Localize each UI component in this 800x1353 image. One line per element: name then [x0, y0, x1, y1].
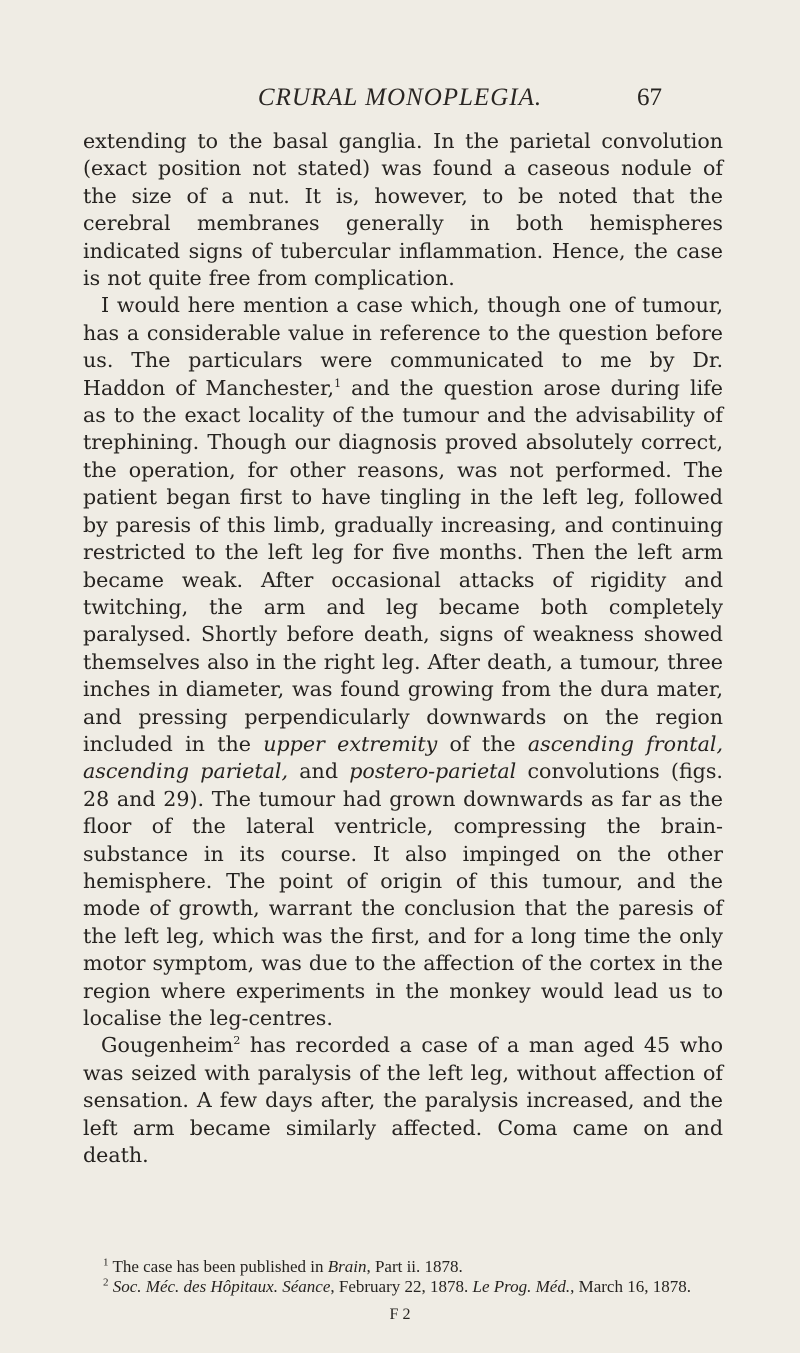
page-number: 67 [637, 84, 662, 111]
paragraph-2: I would here mention a case which, though one of tumour, has a considerable value in reference to the question before us. The particulars were communicated to me by Dr. Haddon of Manchester,$^1$ and the question arose during life as to the exact locality of the tumour and the advisability of trephining. Though our diagnosis proved absolutely correct, the operation, for other reasons, was not performed. The patient began first to have tingling in the left leg, followed by paresis of this limb, gradually increasing, and continuing restricted to the left leg for five months. Then the left arm became weak. After occasional attacks of rigidity and twitching, the arm and leg became both completely paralysed. Shortly before death, signs of weakness showed themselves also in the right leg. After death, a tumour, three inches in diameter, was found growing from the dura mater, and pressing perpendicularly downwards on the region included in the upper extremity of the ascending frontal, ascending parietal, and postero-parietal convolutions (figs. 28 and 29). The tumour had grown downwards as far as the floor of the lateral ventricle, compressing the brain-substance in its course. It also impinged on the other hemisphere. The point of origin of this tumour, and the mode of growth, warrant the conclusion that the paresis of the left leg, which was the first, and for a long time the only motor symptom, was due to the affection of the cortex in the region where experiments in the monkey would lead us to localise the leg-centres. [83, 293, 723, 1030]
running-head [0, 84, 800, 114]
body-text [83, 128, 723, 1169]
paragraph-1: extending to the basal ganglia. In the parietal convolution (exact position not stated) was found a caseous nodule of the size of a nut. It is, however, to be noted that the cerebral membranes generally in both hemispheres indicated signs of tubercular inflammation. Hence, the case is not quite free from complication. [83, 129, 723, 291]
footnote-1: $^1$ The case has been published in Brain, Part ii. 1878. [103, 1256, 463, 1276]
running-head-title: CRURAL MONOPLEGIA. [257, 84, 543, 111]
paragraph-3: Gougenheim$^2$ has recorded a case of a man aged 45 who was seized with paralysis of the left leg, without affection of sensation. A few days after, the paralysis increased, and the left arm became similarly affected. Coma came on and death. [83, 1033, 723, 1168]
signature-mark: F 2 [389, 1306, 411, 1323]
footnote-2: $^2$ Soc. Méc. des Hôpitaux. Séance, February 22, 1878. Le Prog. Méd., March 16, 1878. [103, 1276, 691, 1296]
emphasis-convolutions: ascending frontal, ascending parietal, [83, 731, 723, 784]
footnotes [83, 1257, 723, 1297]
footnote-ref-2: 2 [233, 1034, 241, 1048]
footnote-ref-1: 1 [334, 376, 342, 390]
emphasis-postero-parietal: postero-parietal [349, 759, 517, 784]
emphasis-upper-extremity: upper extremity [263, 731, 438, 756]
